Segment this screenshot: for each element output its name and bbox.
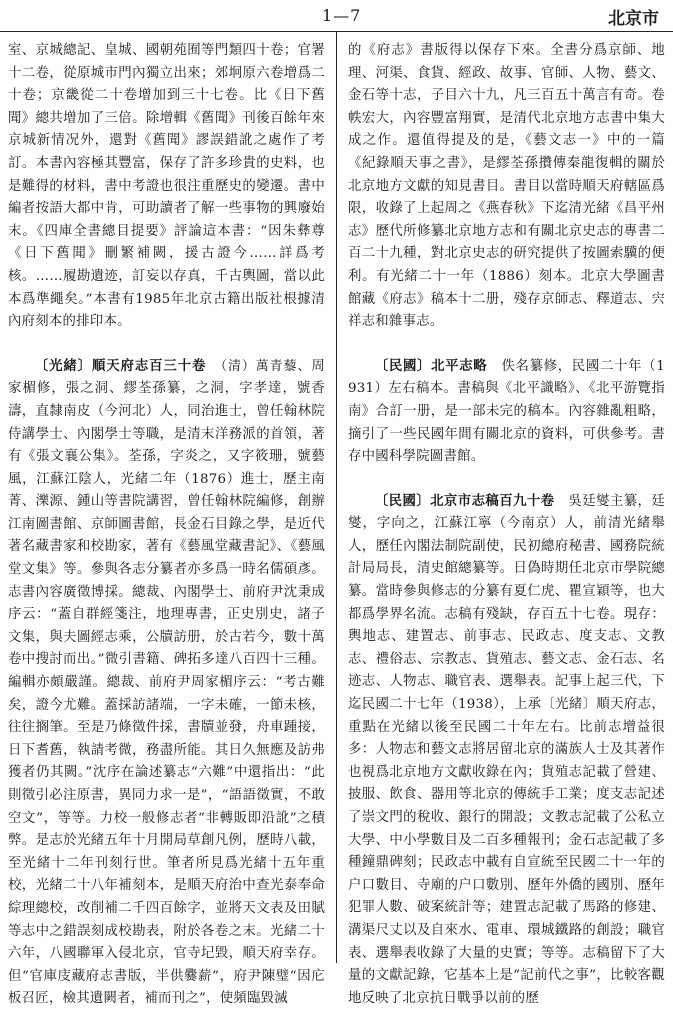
entry-title: 〔民國〕北平志略 <box>374 358 488 374</box>
entry-title: 〔光緒〕順天府志百三十卷 <box>34 358 207 374</box>
left-column <box>8 40 325 1011</box>
right-column <box>348 40 665 1010</box>
column-divider <box>336 32 337 963</box>
entry-body: 吳廷燮主纂，廷燮，字向之，江蘇江寧（今南京）人，前清光緒舉人，歷任內閣法制院副使，民初總府秘書、國務院統計局局長，清史館總纂等。日偽時期任北京市學院總纂。當時參與修志的分纂有夏仁虎、瞿宣穎等，也大都爲學界名流。志稿有殘缺，存百五十七卷。現存：輿地志、建置志、前事志、民政志、度支志、文教志、禮俗志、宗教志、貨殖志、藝文志、金石志、名迹志、人物志、職官表、選舉表。記事上起三代，下迄民國二十七年（1938），上承〔光緒〕順天府志，重點在光緒以後至民國二十年左右。比前志增益很多：人物志和藝文志將居留北京的滿族人士及其著作也視爲北京地方文獻收錄在內；貨殖志記載了營建、披服、飲食、器用等北京的傳統手工業；度支志記述了崇文門的稅收、銀行的開設；文教志記載了公私立大學、中小學數目及二百多種報刊；金石志記載了多種鐘鼎碑刻；民政志中載有自宣統至民國二十一年的户口數目、寺廟的户口數別、歷年外僑的國別、歷年犯罪人數、破案統計等；建置志記載了馬路的修建、溝渠尺丈以及自來水、電車、環城鐵路的創設；職官表、選舉表收錄了大量的史實；等等。志稿留下了大量的文獻記錄，它基本上是“記前代之事”，比較客觀地反映了北京抗日戰爭以前的歷 <box>348 493 665 1006</box>
right-continuation-text: 的《府志》書版得以保存下來。全書分爲京師、地理、河渠、食貨、經政、故事、官師、人物、藝文、金石等十志，子目六十九，凡三百五十萬言有奇。卷帙宏大，內容豐富翔實，是清代北京地方志書中集大成之作。還值得提及的是，《藝文志一》中的一篇《紀錄順天事之書》，是繆荃孫攢傳秦龍復輯的關於北京地方文獻的知見書目。書目以當時順天府轄區爲限，收錄了上起周之《燕春秋》下迄清光緒《昌平州志》歷代所修纂北京地方志和有關北京史志的專書二百二十九種，對北京史志的研究提供了按圖索驥的便利。有光緒二十一年（1886）刻本。北京大學圖書館藏《府志》稿本十二册，殘存京師志、釋道志、宍祥志和雜事志。 <box>348 43 665 330</box>
entry-title: 〔民國〕北京市志稿百九十卷 <box>374 493 555 509</box>
page-header <box>0 0 673 32</box>
entry-beijing-shizhigao <box>348 491 665 1011</box>
entry-text <box>8 356 325 1011</box>
entry-body: 佚名纂修，民國二十年（1931）左右稿本。書稿與《北平識略》、《北平游覽指南》合訂一册，是一部未完的稿本。內容雜亂粗略，摘引了一些民國年間有關北京的資料，可供參考。書存中國科學院圖書館。 <box>348 358 666 465</box>
left-continuation-text: 室、京城總記、皇城、國朝苑囿等門類四十卷；官署十二卷，從原城市門內獨立出來；郊坰原六卷增爲二十卷；京畿從二十卷增加到三十七卷。比《日下舊聞》總共增加了三倍。除增輯《舊聞》刊後百餘年來京城新情况外，還對《舊聞》謬誤錯訛之處作了考訂。本書內容極其豐富，保存了許多珍貴的史料，也是難得的材料，書中考證也很注重歷史的變遷。書中編者按語大都中肯，可助讀者了解一些事物的興廢始末。《四庫全書總目提要》評論這本書：“因朱彝尊《日下舊聞》刪繁補闕，援古證今……詳爲考核。……履勘遺迹，訂妄以存真，千古輿圖，當以此本爲準繩矣。”本書有1985年北京古籍出版社根據清內府刻本的排印本。 <box>8 43 325 330</box>
entry-text <box>348 356 665 469</box>
entry-shuntian-fuzhi <box>8 356 325 1011</box>
entry-body: 周家楣修，張之洞、繆荃孫纂，之洞，字孝達，號香濤，直隸南皮（今河北）人，同治進士，曾任翰林院侍講學士、內閣學士等職，是清末洋務派的首領，著有《張文襄公集》。荃孫，字炎之，又字筱珊，號藝風，江蘇江陰人，光緒二年（1876）進士，歷主南菁、濼源、鍾山等書院講習，曾任翰林院編修，創辦江南圖書館、京師圖書館，長金石目錄之學，是近代著名藏書家和校勘家，著有《藝風堂藏書記》、《藝風堂文集》等。參與各志分纂者亦多爲一時名儒碩彥。志書內容廣徵博採。總裁、內閣學士、前府尹沈秉成序云：“蓋自群經箋注，地理專書，正史別史，諸子文集，與夫圖經志乘，公牘訪册，於古若今，數十萬卷中搜討而出。”微引書籍、碑拓多達八百四十三種。編輯亦頗嚴謹。總裁、前府尹周家楣序云：“考古難矣，證今尤難。蓋採訪諸端，一字未確，一節未核，往往搁筆。至是乃條徵件採，書牘並發，舟車踵接，日下耆舊，執請考微，務盡所能。其日久無應及訪弗獲者仍其闕。”沈序在論述纂志“六難”中還指出：“此則徵引必注原書，異同力求一是”，“語語徵實，不敢空文”，等等。力校一般修志者“非轉販即沿訛”之積弊。是志於光緒五年十月開局草創凡例，歷時八載，至光緒十二年刊刻行世。筆者所見爲光緒十五年重校，光緒二十八年補刻本，是順天府治中查光泰奉命綜理總校，改削補二千四百餘字，並將天文表及田賦等志中之錯誤刻成校勘表，附於各卷之末。光緒二十六年，八國聯軍入侵北京，官寺圮毀，順天府幸存。但“官庫庋藏府志書版，半供爨薪”，府尹陳璧“因庀板召匠，檢其遺闕者，補而刊之”，使頻臨毀滅 <box>8 358 325 1007</box>
entry-author: （清）萬青藜、 <box>220 358 312 374</box>
entry-text <box>348 491 665 1011</box>
entry-beiping-zhilue <box>348 356 665 469</box>
section-title: 北京市 <box>608 9 659 29</box>
page-number: 1—7 <box>322 6 362 25</box>
